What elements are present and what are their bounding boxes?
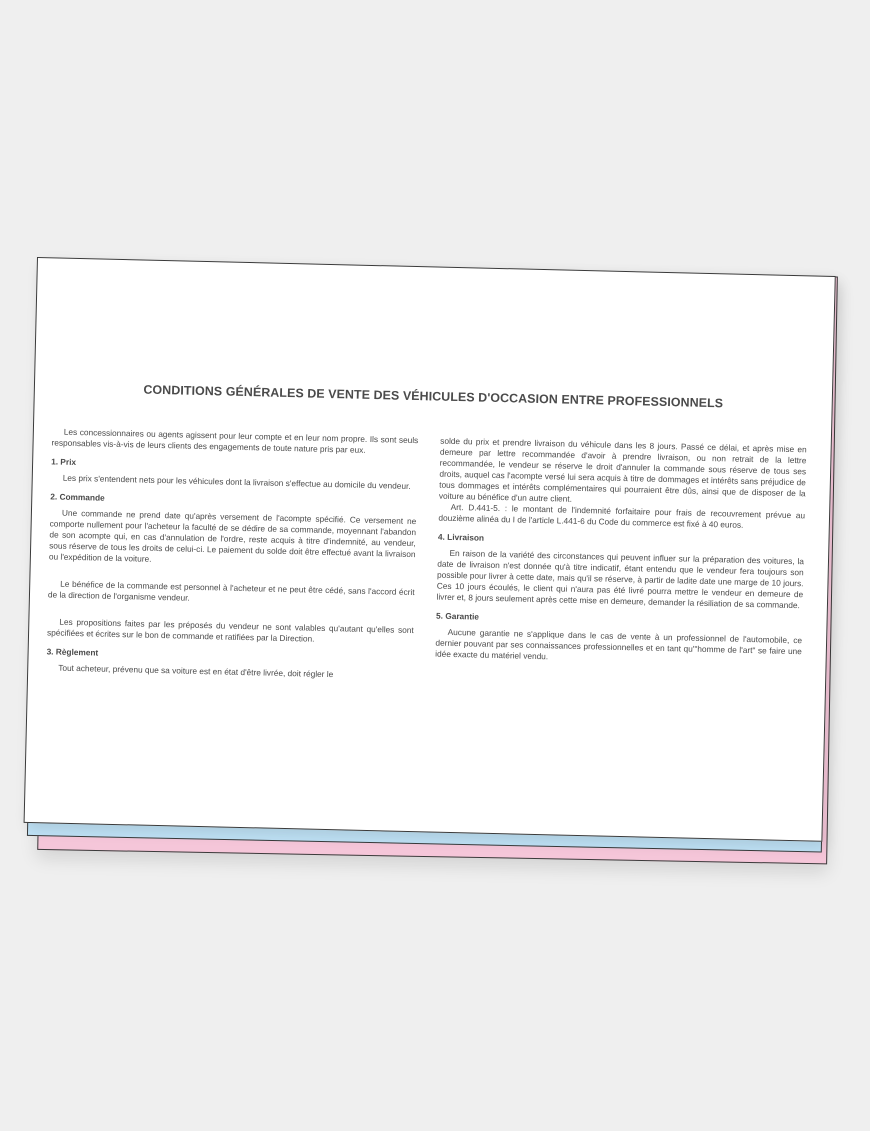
section-paragraph: Tout acheteur, prévenu que sa voiture est en état d'être livrée, doit régler le	[58, 662, 334, 680]
section-paragraph: Aucune garantie ne s'applique dans le cas de vente à un professionnel de l'automobile, ce dernier pouvant par ses connaissances professionnelles et en tant qu'"homme de l'art" se faire une idée exacte du matériel vendu.	[435, 626, 803, 662]
right-column	[435, 436, 807, 692]
section-paragraph: Les propositions faites par les préposés du vendeur ne sont valables qu'autant qu'elles sont spécifiées et écrites sur le bon de commande et ratifiées par la Direction.	[46, 616, 414, 644]
section-heading-livraison: 4. Livraison	[437, 531, 485, 543]
section-paragraph: En raison de la variété des circonstances qui peuvent influer sur la préparation des voitures, la date de livraison n'est donnée qu'à titre indicatif, étant entendu que le vendeur fera toujours son possible pour livrer à cette date, mais qu'il se réserve, à partir de ladite date une marge de 10 jours. Ces 10 jours écoulés, le client qui n'aura pas été livré pourra mettre le vendeur en demeure de livrer et, 8 jours seulement après cette mise en demeure, demander la résiliation de sa commande.	[436, 547, 805, 611]
section-heading-prix: 1. Prix	[51, 456, 77, 467]
document-body	[46, 426, 807, 691]
section-paragraph-continued: solde du prix et prendre livraison du véhicule dans les 8 jours. Passé ce délai, et après mise en demeure par lettre recommandée d'avoir à prendre livraison, ou non retrait de la lettre recommandée, le vendeur se réserve le droit d'annuler la commande sous réserve de tous ses droits, auquel cas l'acompte versé lui sera acquis à titre de dommages et intérêts sans préjudice de tous dommages et intérêts complémentaires qui pourraient être dûs, ainsi que de disposer de la voiture au bénéfice d'un autre client.	[438, 435, 807, 504]
front-sheet	[24, 257, 836, 842]
section-paragraph: Une commande ne prend date qu'après versement de l'acompte spécifié. Ce versement ne comporte nullement pour l'acheteur la faculté de se dédire de sa commande, moyennant l'abandon de son acompte qui, en cas d'annulation de l'ordre, reste acquis à titre d'indemnité, au vendeur, sous réserve de tous les droits de celui-ci. Le paiement du solde doit être effectué avant la livraison ou l'expédition de la voiture.	[48, 507, 417, 564]
document-title: CONDITIONS GÉNÉRALES DE VENTE DES VÉHICULES D'OCCASION ENTRE PROFESSIONNELS	[143, 382, 724, 411]
section-heading-garantie: 5. Garantie	[435, 610, 480, 622]
left-column	[46, 426, 418, 682]
section-paragraph: Art. D.441-5. : le montant de l'indemnité forfaitaire pour frais de recouvrement prévue au douzième alinéa du I de l'article L.441-6 du Code du commerce est fixé à 40 euros.	[438, 501, 806, 530]
section-paragraph: Le bénéfice de la commande est personnel à l'acheteur et ne peut être cédé, sans l'accord écrit de la direction de l'organisme vendeur.	[47, 578, 415, 603]
section-heading-commande: 2. Commande	[50, 491, 105, 503]
intro-paragraph: Les concessionnaires ou agents agissent pour leur compte et en leur nom propre. Ils sont seuls responsables vis-à-vis de leurs clients des engagements de toute nature pris par eux.	[51, 426, 419, 455]
section-paragraph: Les prix s'entendent nets pour les véhicules dont la livraison s'effectue au domicile du vendeur.	[62, 472, 411, 491]
section-heading-reglement: 3. Règlement	[46, 646, 99, 658]
